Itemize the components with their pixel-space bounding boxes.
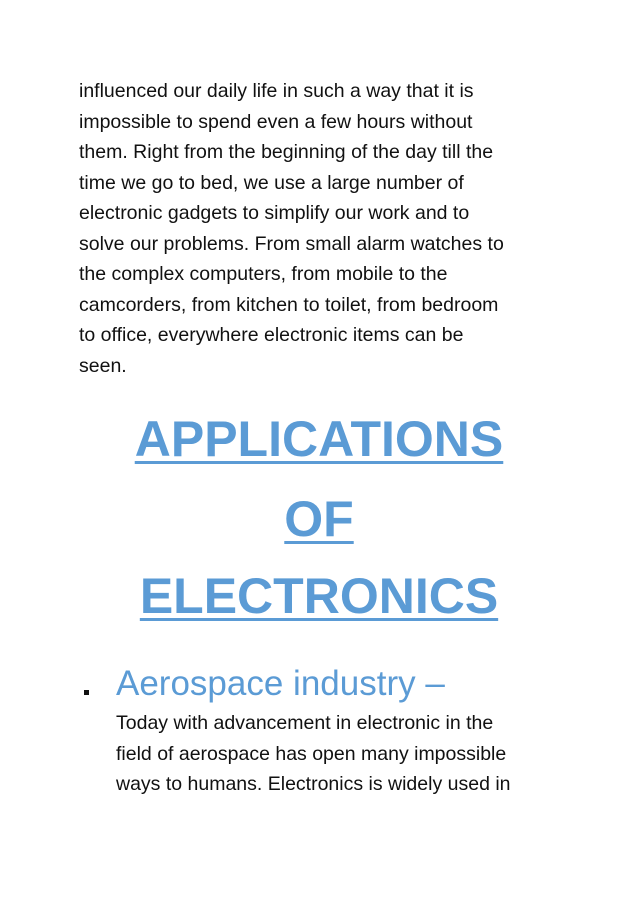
intro-line: influenced our daily life in such a way that it is bbox=[79, 80, 474, 102]
bullet-icon bbox=[84, 690, 89, 695]
intro-line: camcorders, from kitchen to toilet, from bedroom bbox=[79, 293, 499, 316]
section-body-line: Today with advancement in electronic in the bbox=[116, 712, 494, 734]
intro-line: impossible to spend even a few hours without bbox=[79, 110, 473, 133]
intro-line: them. Right from the beginning of the day till the bbox=[79, 141, 494, 163]
section-body-line: field of aerospace has open many impossible bbox=[116, 742, 507, 765]
heading-electronics: ELECTRONICS bbox=[139, 568, 499, 624]
section-body bbox=[116, 708, 576, 800]
intro-line: solve our problems. From small alarm watches to bbox=[79, 232, 504, 255]
intro-line: seen. bbox=[79, 354, 127, 377]
intro-line: to office, everywhere electronic items can be bbox=[79, 324, 464, 346]
heading-applications: APPLICATIONS bbox=[134, 411, 504, 467]
intro-line: electronic gadgets to simplify our work and to bbox=[79, 202, 470, 224]
section-title: Aerospace industry – bbox=[116, 664, 445, 703]
intro-paragraph bbox=[79, 76, 579, 381]
heading-of: OF bbox=[284, 491, 354, 547]
intro-line: time we go to bed, we use a large number of bbox=[79, 171, 464, 194]
intro-line: the complex computers, from mobile to the bbox=[79, 263, 448, 285]
section-body-line: ways to humans. Electronics is widely used in bbox=[116, 773, 511, 795]
